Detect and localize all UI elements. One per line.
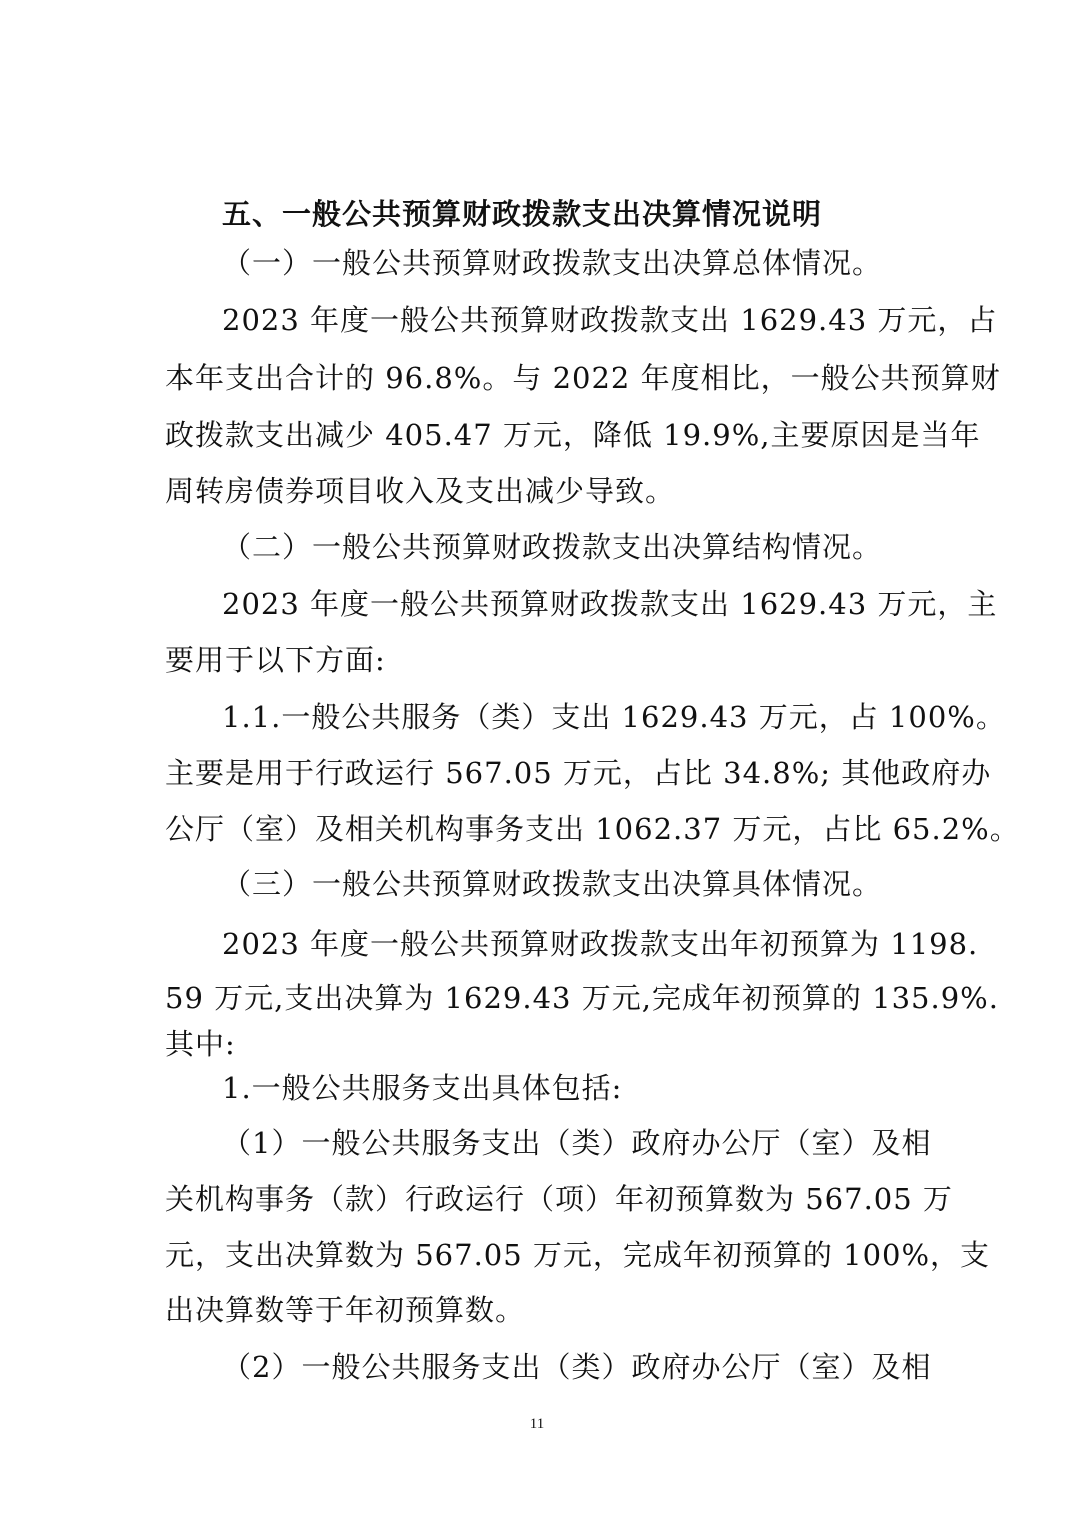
paragraph-line: 59 万元,支出决算为 1629.43 万元,完成年初预算的 135.9%. bbox=[165, 981, 999, 1015]
paragraph-line: 1.一般公共服务支出具体包括: bbox=[222, 1071, 623, 1105]
paragraph-line: （2）一般公共服务支出（类）政府办公厅（室）及相 bbox=[222, 1350, 932, 1384]
paragraph-line: 关机构事务（款）行政运行（项）年初预算数为 567.05 万 bbox=[165, 1182, 953, 1216]
paragraph-line: 要用于以下方面: bbox=[165, 643, 386, 677]
page-number: 11 bbox=[529, 1416, 545, 1432]
paragraph-line: 政拨款支出减少 405.47 万元，降低 19.9%,主要原因是当年 bbox=[165, 418, 981, 452]
paragraph-line: （1）一般公共服务支出（类）政府办公厅（室）及相 bbox=[222, 1126, 932, 1160]
paragraph-line: 出决算数等于年初预算数。 bbox=[165, 1293, 526, 1327]
paragraph-line: 本年支出合计的 96.8%。与 2022 年度相比，一般公共预算财 bbox=[165, 361, 1001, 395]
paragraph-line: 主要是用于行政运行 567.05 万元，占比 34.8%; 其他政府办 bbox=[165, 756, 992, 790]
paragraph-line: 2023 年度一般公共预算财政拨款支出 1629.43 万元，占 bbox=[222, 303, 998, 337]
paragraph-line: 2023 年度一般公共预算财政拨款支出年初预算为 1198. bbox=[222, 927, 979, 961]
paragraph-line: 元，支出决算数为 567.05 万元，完成年初预算的 100%，支 bbox=[165, 1238, 991, 1272]
subheading-overall: （一）一般公共预算财政拨款支出决算总体情况。 bbox=[222, 246, 883, 280]
paragraph-line: 1.1.一般公共服务（类）支出 1629.43 万元，占 100%。 bbox=[222, 700, 1006, 734]
subheading-structure: （二）一般公共预算财政拨款支出决算结构情况。 bbox=[222, 530, 883, 564]
section-title: 五、一般公共预算财政拨款支出决算情况说明 bbox=[222, 197, 823, 231]
paragraph-line: 公厅（室）及相关机构事务支出 1062.37 万元，占比 65.2%。 bbox=[165, 812, 1020, 846]
paragraph-line: 2023 年度一般公共预算财政拨款支出 1629.43 万元，主 bbox=[222, 587, 998, 621]
paragraph-line: 其中: bbox=[165, 1027, 236, 1061]
paragraph-line: 周转房债券项目收入及支出减少导致。 bbox=[165, 474, 676, 508]
subheading-details: （三）一般公共预算财政拨款支出决算具体情况。 bbox=[222, 867, 883, 901]
